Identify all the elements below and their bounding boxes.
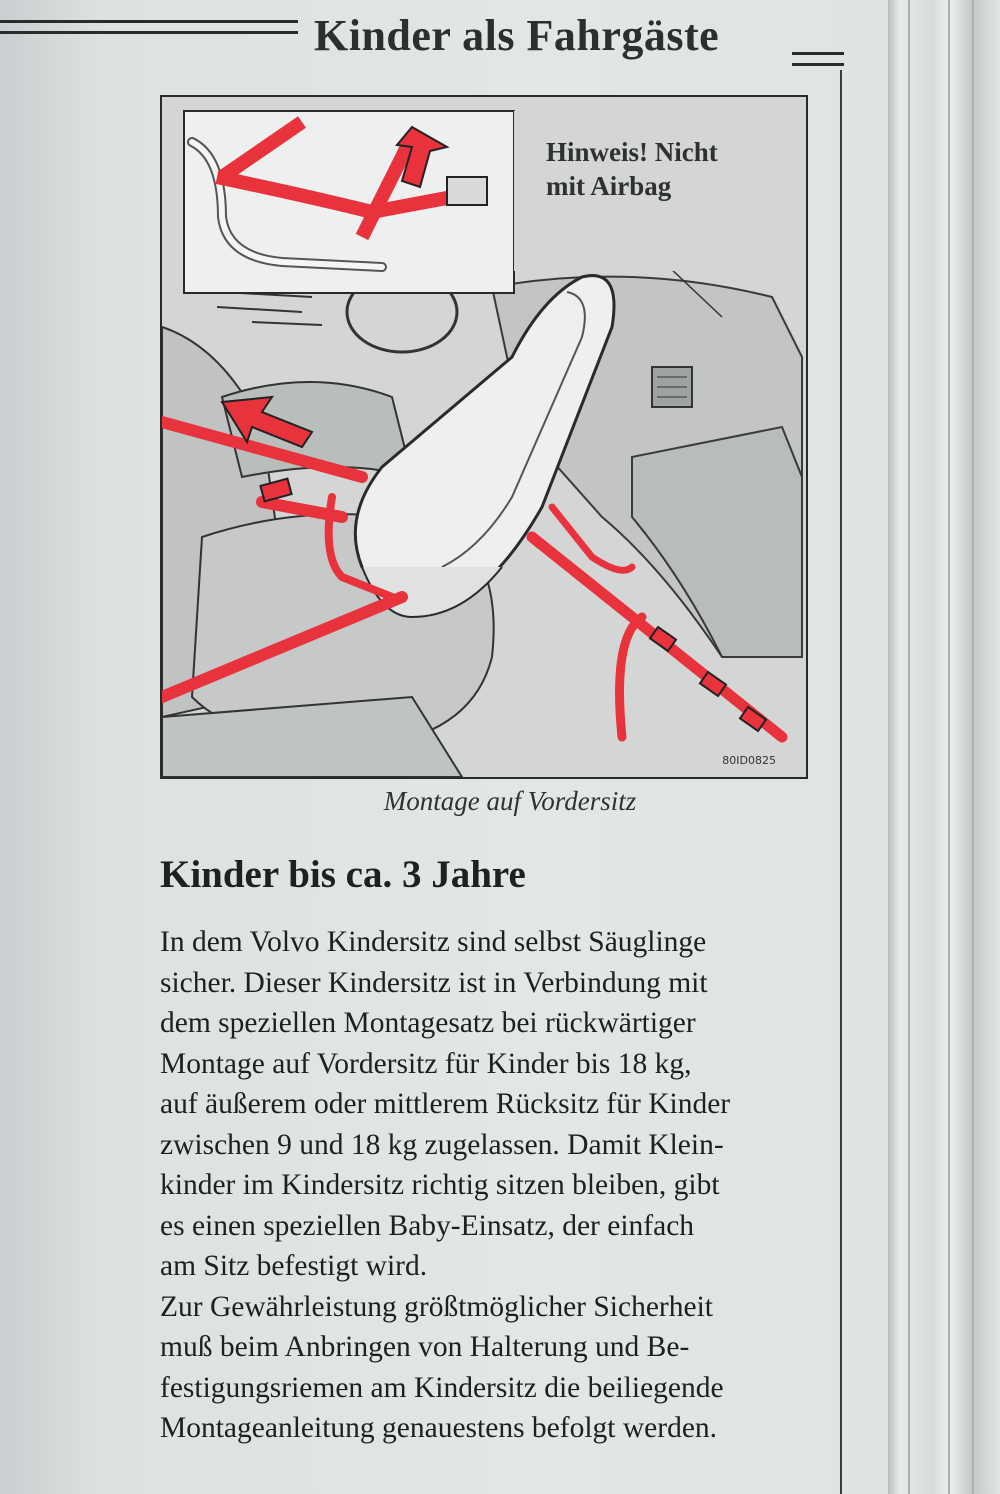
body-line: auf äußerem oder mittlerem Rücksitz für Kinder (160, 1088, 731, 1120)
airbag-warning-callout (546, 135, 718, 203)
body-line: dem speziellen Montagesatz bei rückwärtiger (160, 1007, 696, 1039)
callout-line: Hinweis! Nicht (546, 137, 718, 167)
header-rule-left (0, 20, 298, 34)
body-line: In dem Volvo Kindersitz sind selbst Säuglinge (160, 926, 707, 958)
body-line: sicher. Dieser Kindersitz ist in Verbindung mit (160, 966, 708, 999)
header-rule-right (792, 52, 844, 66)
body-line: am Sitz befestigt wird. (160, 1250, 428, 1282)
body-line: festigungsriemen am Kindersitz die beiliegende (160, 1371, 724, 1404)
child-seat-illustration (160, 95, 808, 779)
body-line: Montageanleitung genauestens befolgt werden. (160, 1412, 718, 1444)
body-line: muß beim Anbringen von Halterung und Be- (160, 1331, 690, 1363)
section-heading: Kinder bis ca. 3 Jahre (160, 853, 526, 896)
body-line: kinder im Kindersitz richtig sitzen bleiben, gibt (160, 1169, 720, 1201)
callout-line: mit Airbag (546, 171, 672, 201)
page-stack-edge (888, 0, 1000, 1494)
body-line: es einen speziellen Baby-Einsatz, der einfach (160, 1209, 695, 1242)
body-paragraph (160, 922, 850, 1449)
belt-buckle-icon (447, 177, 487, 205)
body-line: Montage auf Vordersitz für Kinder bis 18 kg, (160, 1047, 692, 1080)
body-line: Zur Gewährleistung größtmöglicher Sicherheit (160, 1290, 713, 1323)
page-title: Kinder als Fahrgäste (314, 11, 720, 60)
figure-code: 80ID0825 (722, 754, 776, 767)
body-line: zwischen 9 und 18 kg zugelassen. Damit Klein- (160, 1128, 724, 1161)
figure-caption: Montage auf Vordersitz (383, 786, 637, 816)
